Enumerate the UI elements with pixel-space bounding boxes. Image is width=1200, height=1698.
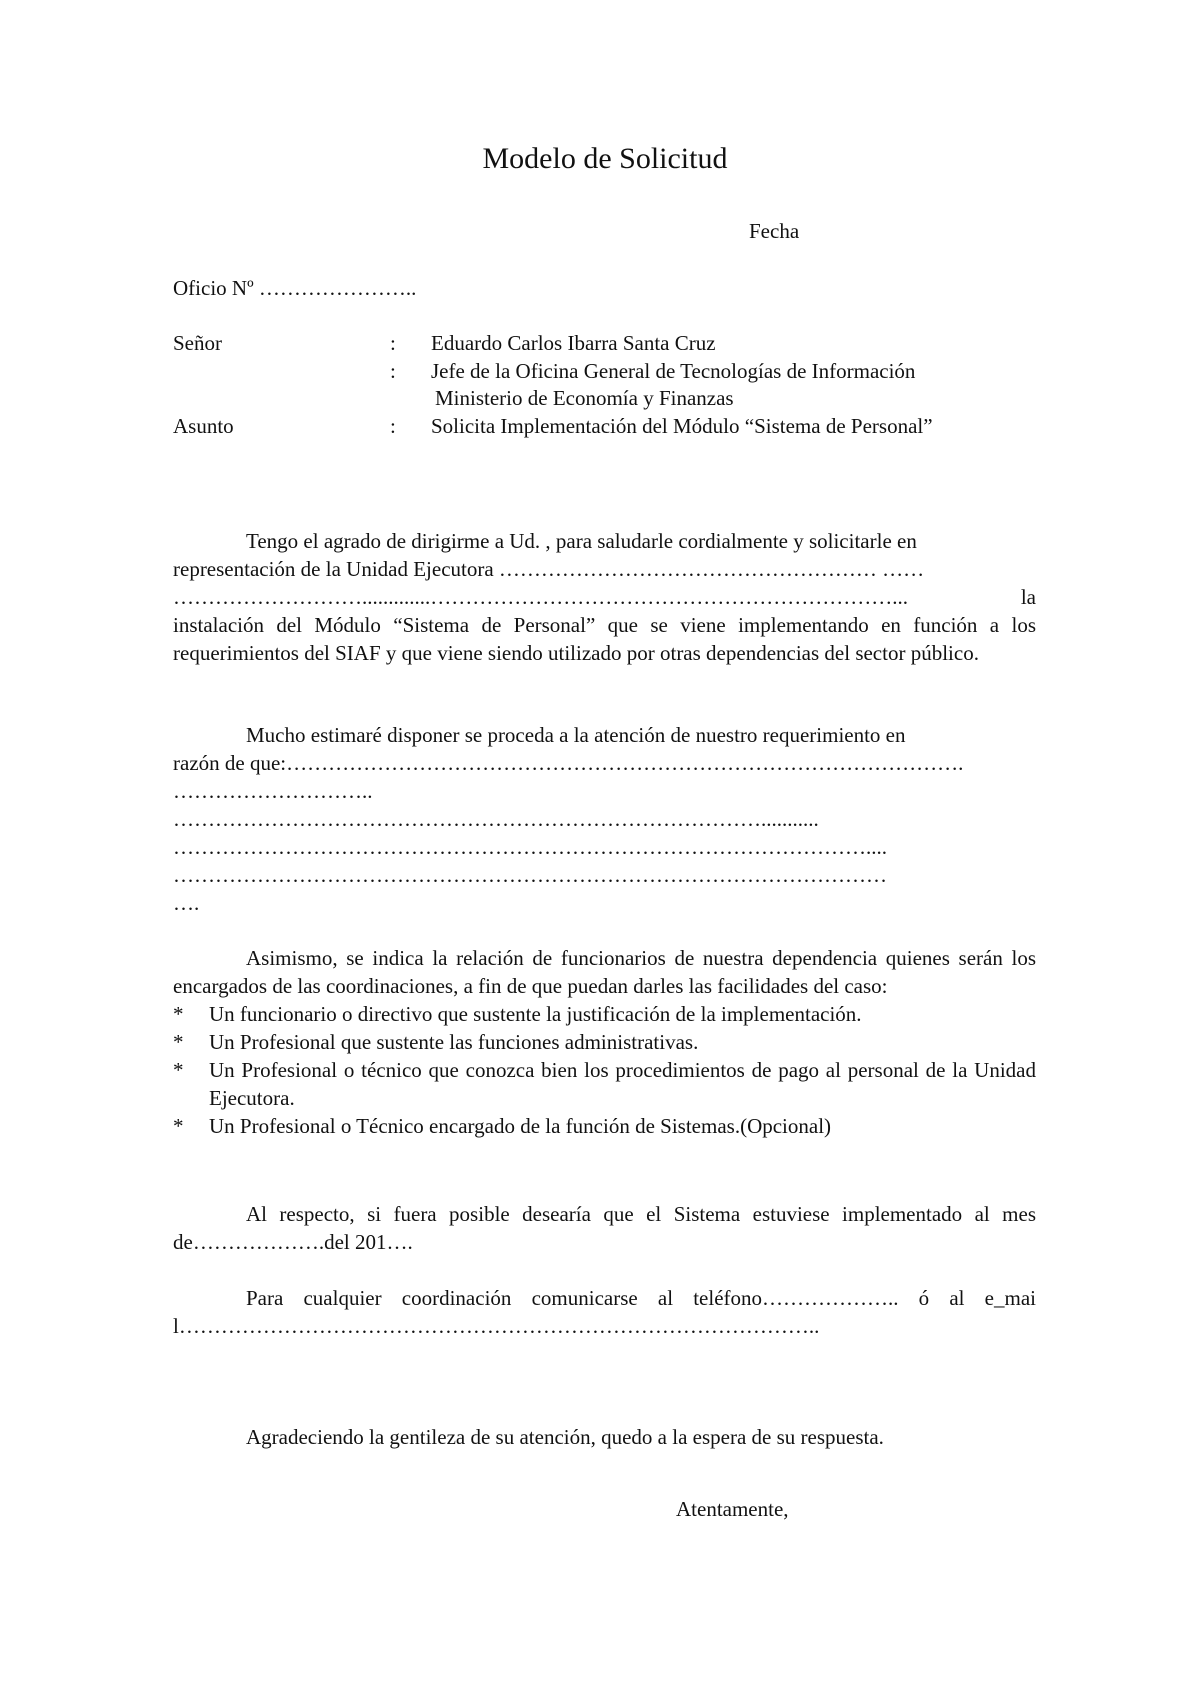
subject-text: Solicita Implementación del Módulo “Sistema de Personal” xyxy=(431,414,933,438)
dotted-line: …. xyxy=(173,891,200,915)
paragraph-deadline: Al respecto, si fuera posible desearía que el Sistema estuviese implementado al mes de……………….del 201…. xyxy=(173,1202,1036,1254)
paragraph-officials xyxy=(173,944,1036,1140)
sign-off: Atentamente, xyxy=(676,1497,789,1521)
paragraph-text: Asimismo, se indica la relación de funcionarios de nuestra dependencia quienes serán los encargados de las coordinaciones, a fin de que puedan darles las facilidades del caso: xyxy=(173,946,1036,998)
paragraph-text: instalación del Módulo “Sistema de Personal” que se viene implementando en función a los requerimientos del SIAF y que viene siendo utilizado por otras dependencias del sector público. xyxy=(173,613,1036,665)
bullet-symbol: * xyxy=(173,1114,184,1138)
oficio-number: Oficio Nº ………………….. xyxy=(173,276,417,300)
dotted-line: ……………………………………………………………………………………….... xyxy=(173,835,887,859)
list-item-text: Un Profesional o Técnico encargado de la función de Sistemas.(Opcional) xyxy=(209,1114,832,1138)
list-item-text: Un Profesional o técnico que conozca bien los procedimientos de pago al personal de la Unidad Ejecutora. xyxy=(209,1058,1036,1110)
paragraph-contact: Para cualquier coordinación comunicarse al teléfono……………….. ó al e_mail……………………………………………………………………………….. xyxy=(173,1286,1036,1338)
document-title: Modelo de Solicitud xyxy=(482,142,728,175)
date-label: Fecha xyxy=(749,219,800,243)
list-item-text: Un funcionario o directivo que sustente la justificación de la implementación. xyxy=(209,1002,862,1026)
paragraph-line xyxy=(173,583,1036,611)
recipient-title: Jefe de la Oficina General de Tecnologías de Información xyxy=(431,359,916,383)
asunto-label: Asunto xyxy=(173,414,234,438)
bullet-symbol: * xyxy=(173,1002,184,1026)
senor-label: Señor xyxy=(173,331,222,355)
colon: : xyxy=(390,359,396,383)
colon: : xyxy=(390,331,396,355)
paragraph-reason xyxy=(173,721,1036,917)
recipient-name: Eduardo Carlos Ibarra Santa Cruz xyxy=(431,331,716,355)
paragraph-line: Mucho estimaré disponer se proceda a la atención de nuestro requerimiento en xyxy=(246,723,906,747)
dotted-line: ………………………………………………………………………………………… xyxy=(173,863,887,887)
dotted-line: …………………………………………………………………………........... xyxy=(173,807,819,831)
paragraph-request xyxy=(173,527,1036,667)
bullet-symbol: * xyxy=(173,1058,184,1082)
closing-sentence: Agradeciendo la gentileza de su atención, quedo a la espera de su respuesta. xyxy=(246,1425,884,1449)
dotted-fill: ……………………….............…………………………………………………………... xyxy=(173,585,908,609)
bullet-symbol: * xyxy=(173,1030,184,1054)
dotted-line: ……………………….. xyxy=(173,779,373,803)
colon: : xyxy=(390,414,396,438)
paragraph-line: razón de que:……………………………………………………………………………………. xyxy=(173,751,964,775)
paragraph-line: Tengo el agrado de dirigirme a Ud. , para saludarle cordialmente y solicitarle en xyxy=(246,529,917,553)
recipient-org: Ministerio de Economía y Finanzas xyxy=(435,386,734,410)
list-item-text: Un Profesional que sustente las funciones administrativas. xyxy=(209,1030,699,1054)
paragraph-word: la xyxy=(1020,585,1036,609)
paragraph-line: representación de la Unidad Ejecutora ……………………………………………… …… xyxy=(173,557,925,581)
bullet-list xyxy=(173,1000,1036,1140)
